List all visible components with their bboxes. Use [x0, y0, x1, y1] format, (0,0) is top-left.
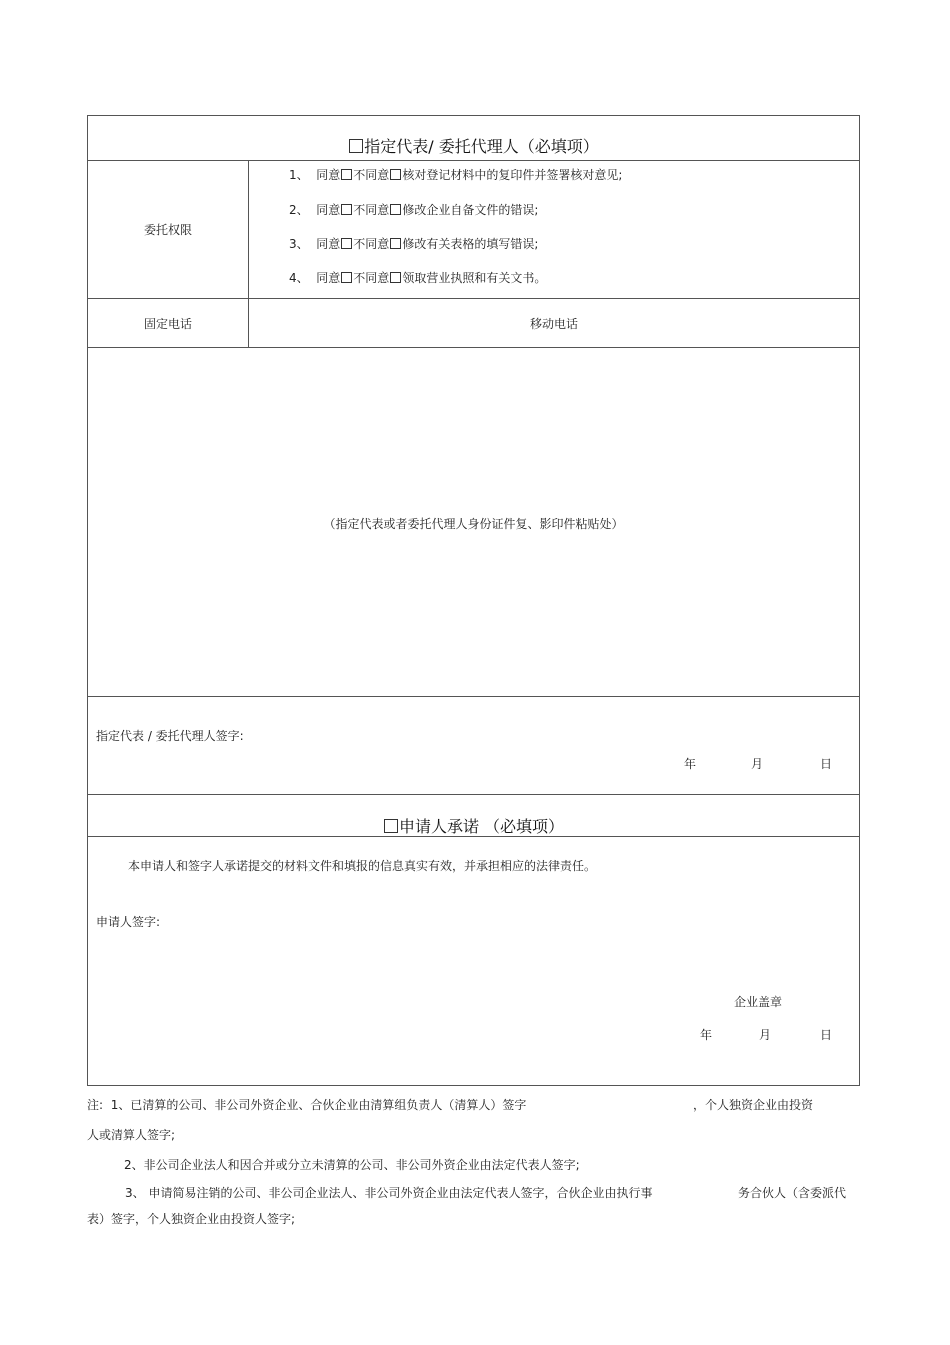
- applicant-date-month: 月: [759, 1028, 772, 1042]
- delegate-signature-label: 指定代表 / 委托代理人签字:: [96, 729, 244, 743]
- disagree-checkbox[interactable]: [390, 204, 401, 215]
- divider: [88, 298, 859, 299]
- disagree-checkbox[interactable]: [390, 272, 401, 283]
- note-2: 2、非公司企业法人和因合并或分立未清算的公司、非公司外资企业由法定代表人签字;: [124, 1158, 580, 1172]
- agree-checkbox[interactable]: [341, 204, 352, 215]
- divider: [88, 794, 859, 795]
- disagree-checkbox[interactable]: [390, 169, 401, 180]
- landline-label: 固定电话: [143, 317, 192, 331]
- applicant-signature-label: 申请人签字:: [96, 915, 161, 929]
- divider: [88, 347, 859, 348]
- id-paste-area: （指定代表或者委托代理人身份证件复、影印件粘贴处）: [323, 517, 624, 531]
- agree-checkbox[interactable]: [341, 169, 352, 180]
- company-seal-label: 企业盖章: [734, 995, 783, 1009]
- applicant-section-checkbox[interactable]: [384, 819, 398, 833]
- authority-item-4: 4、 同意 不同意 领取营业执照和有关文书。: [289, 271, 547, 285]
- applicant-section-title: [88, 814, 859, 837]
- form-table: [87, 115, 860, 1086]
- delegate-section-checkbox[interactable]: [349, 139, 363, 153]
- note-1-cont: ，个人独资企业由投资: [693, 1098, 814, 1112]
- applicant-pledge: 本申请人和签字人承诺提交的材料文件和填报的信息真实有效，并承担相应的法律责任。: [128, 859, 597, 873]
- authority-label: 委托权限: [143, 223, 192, 237]
- note-1-end: 人或清算人签字;: [87, 1128, 176, 1142]
- delegate-date-year: 年: [684, 757, 697, 771]
- authority-item-3: 3、 同意 不同意 修改有关表格的填写错误;: [289, 237, 539, 251]
- delegate-date-month: 月: [751, 757, 764, 771]
- delegate-date-day: 日: [820, 757, 833, 771]
- mobile-label: 移动电话: [529, 317, 578, 331]
- agree-checkbox[interactable]: [341, 238, 352, 249]
- applicant-date-year: 年: [700, 1028, 713, 1042]
- authority-item-1: 1、 同意 不同意 核对登记材料中的复印件并签署核对意见;: [289, 168, 623, 182]
- note-3-end: 表）签字，个人独资企业由投资人签字;: [87, 1212, 296, 1226]
- applicant-section-title-text: 申请人承诺 （必填项）: [398, 817, 565, 836]
- delegate-section-title-text: 指定代表/ 委托代理人（必填项）: [364, 137, 599, 156]
- authority-item-2: 2、 同意 不同意 修改企业自备文件的错误;: [289, 203, 539, 217]
- divider: [88, 696, 859, 697]
- disagree-checkbox[interactable]: [390, 238, 401, 249]
- divider: [88, 160, 859, 161]
- applicant-date-day: 日: [820, 1028, 833, 1042]
- divider: [88, 836, 859, 837]
- note-1: 注: 1、已清算的公司、非公司外资企业、合伙企业由清算组负责人（清算人）签字: [87, 1098, 527, 1112]
- delegate-section-title: [88, 134, 859, 157]
- note-3-cont: 务合伙人（含委派代: [738, 1186, 847, 1200]
- agree-checkbox[interactable]: [341, 272, 352, 283]
- note-3: 3、 申请简易注销的公司、非公司企业法人、非公司外资企业由法定代表人签字，合伙企业由执行事: [125, 1186, 653, 1200]
